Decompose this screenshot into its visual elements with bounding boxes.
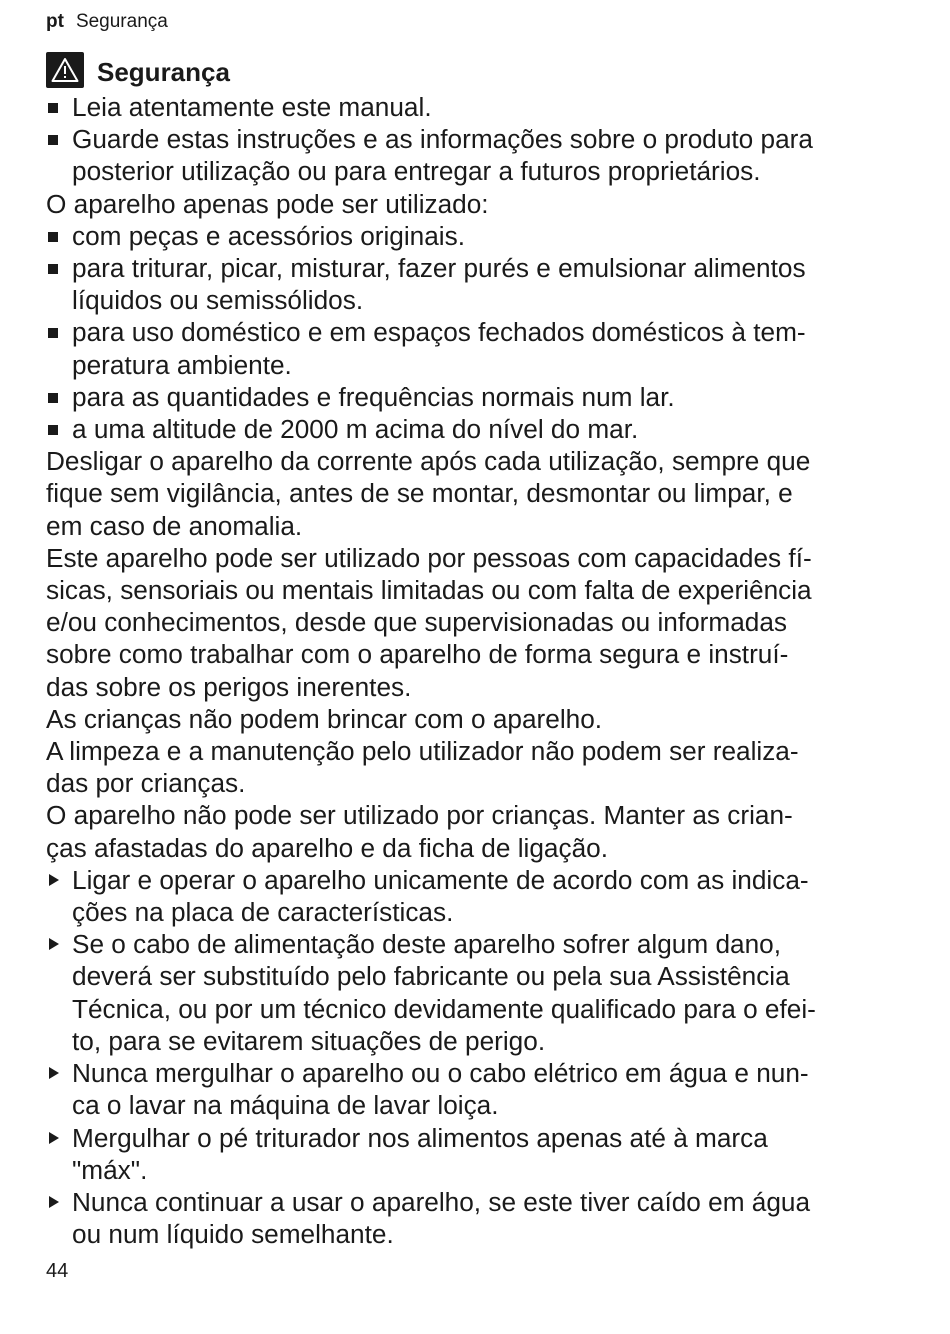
text-line: Nunca mergulhar o aparelho ou o cabo elétrico em água e nun-	[72, 1058, 809, 1089]
text-line: deverá ser substituído pelo fabricante ou pela sua Assistência	[72, 961, 790, 992]
text-line: ças afastadas do aparelho e da ficha de ligação.	[46, 832, 608, 863]
square-bullet-item	[46, 220, 891, 252]
page-number: 44	[46, 1260, 69, 1282]
text-line: Desligar o aparelho da corrente após cada utilização, sempre que	[46, 446, 811, 477]
running-header	[46, 10, 168, 34]
paragraph	[46, 735, 891, 799]
paragraph	[46, 188, 891, 220]
text-line: O aparelho não pode ser utilizado por crianças. Manter as crian-	[46, 800, 793, 831]
text-line: sobre como trabalhar com o aparelho de forma segura e instruí-	[46, 639, 789, 670]
safety-content	[46, 91, 891, 1250]
section-heading	[46, 50, 230, 90]
text-line: A limpeza e a manutenção pelo utilizador não podem ser realiza-	[46, 736, 799, 767]
text-line: para triturar, picar, misturar, fazer purés e emulsionar alimentos	[72, 253, 806, 284]
text-line: com peças e acessórios originais.	[72, 220, 465, 251]
text-line: sicas, sensoriais ou mentais limitadas ou com falta de experiência	[46, 575, 812, 606]
text-line: para as quantidades e frequências normais num lar.	[72, 381, 675, 412]
text-line: Leia atentamente este manual.	[72, 92, 432, 122]
text-line: O aparelho apenas pode ser utilizado:	[46, 188, 489, 219]
instruction-item	[46, 1122, 891, 1186]
text-line: ou num líquido semelhante.	[72, 1219, 394, 1250]
text-line: das sobre os perigos inerentes.	[46, 671, 412, 702]
paragraph	[46, 542, 891, 703]
text-line: para uso doméstico e em espaços fechados domésticos à tem-	[72, 317, 806, 348]
text-line: em caso de anomalia.	[46, 510, 303, 541]
text-line: posterior utilização ou para entregar a futuros proprietários.	[72, 156, 761, 187]
square-bullet-item	[46, 413, 891, 445]
instruction-item	[46, 928, 891, 1057]
text-line: "máx".	[72, 1154, 148, 1185]
instruction-item	[46, 864, 891, 928]
square-bullet-item	[46, 91, 891, 123]
square-bullet-item	[46, 252, 891, 316]
text-line: to, para se evitarem situações de perigo.	[72, 1025, 546, 1056]
paragraph	[46, 703, 891, 735]
text-line: Se o cabo de alimentação deste aparelho sofrer algum dano,	[72, 929, 781, 960]
text-line: Mergulhar o pé triturador nos alimentos apenas até à marca	[72, 1122, 768, 1153]
text-line: Nunca continuar a usar o aparelho, se este tiver caído em água	[72, 1186, 811, 1217]
text-line: Este aparelho pode ser utilizado por pessoas com capacidades fí-	[46, 542, 812, 573]
text-line: Ligar e operar o aparelho unicamente de acordo com as indica-	[72, 864, 809, 895]
text-line: das por crianças.	[46, 768, 246, 799]
header-section-title: Segurança	[75, 11, 168, 32]
instruction-item	[46, 1057, 891, 1121]
text-line: ca o lavar na máquina de lavar loiça.	[72, 1090, 499, 1121]
text-line: e/ou conhecimentos, desde que supervisionadas ou informadas	[46, 607, 787, 638]
text-line: Guarde estas instruções e as informações sobre o produto para	[72, 124, 813, 155]
paragraph	[46, 799, 891, 863]
text-line: fique sem vigilância, antes de se montar, desmontar ou limpar, e	[46, 478, 793, 509]
square-bullet-item	[46, 316, 891, 380]
instruction-item	[46, 1186, 891, 1250]
text-line: peratura ambiente.	[72, 349, 292, 380]
text-line: As crianças não podem brincar com o aparelho.	[46, 703, 603, 734]
language-code: pt	[46, 11, 64, 32]
text-line: líquidos ou semissólidos.	[72, 285, 364, 316]
square-bullet-item	[46, 123, 891, 187]
warning-triangle-icon	[46, 52, 84, 88]
paragraph	[46, 445, 891, 542]
text-line: Técnica, ou por um técnico devidamente qualificado para o efei-	[72, 993, 816, 1024]
text-line: a uma altitude de 2000 m acima do nível do mar.	[72, 414, 639, 445]
text-line: ções na placa de características.	[72, 897, 454, 928]
square-bullet-item	[46, 381, 891, 413]
page-title: Segurança	[97, 57, 230, 87]
